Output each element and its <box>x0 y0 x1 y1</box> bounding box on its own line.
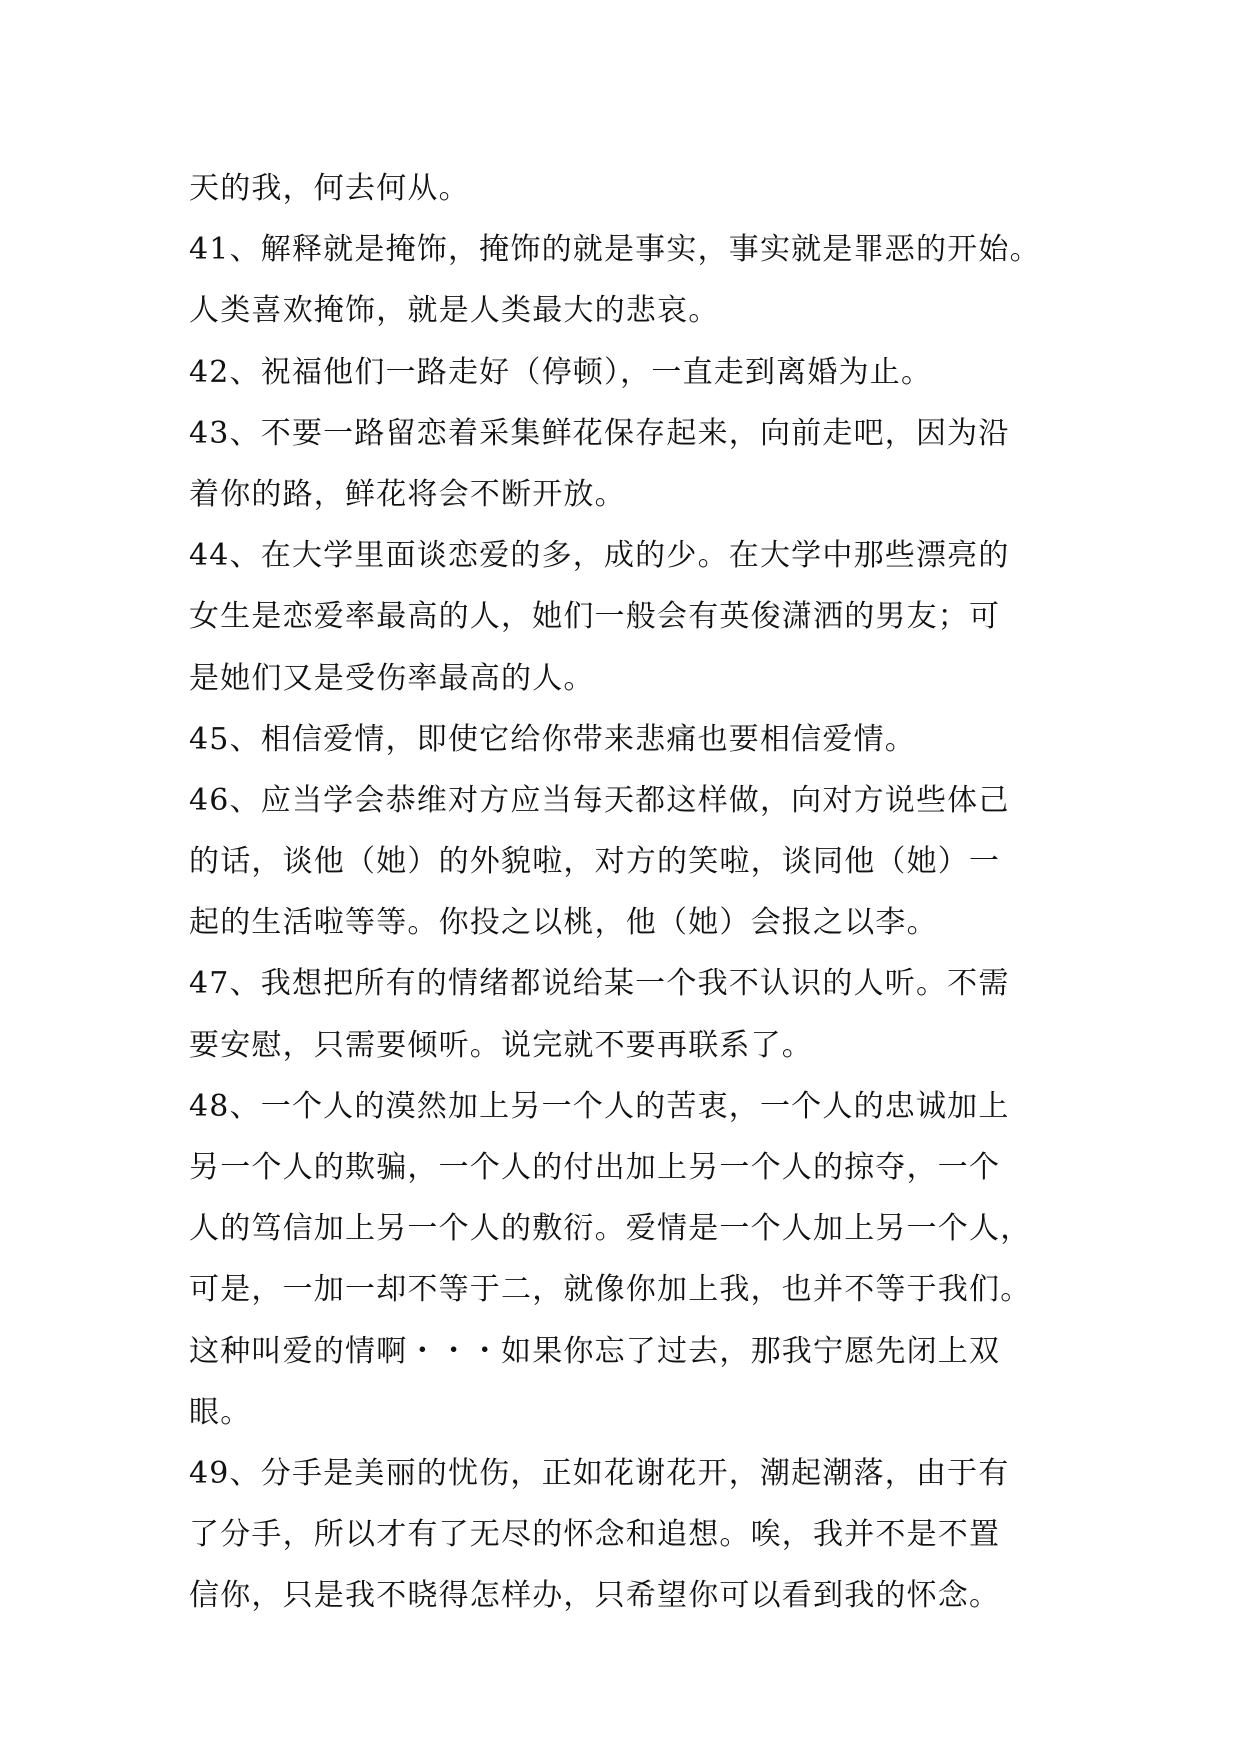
text-line: 要安慰，只需要倾听。说完就不要再联系了。 <box>189 1027 813 1063</box>
text-line: 天的我，何去何从。 <box>189 171 470 206</box>
text-line: 43、不要一路留恋着采集鲜花保存起来，向前走吧，因为沿 <box>189 415 1010 451</box>
text-line: 了分手，所以才有了无尽的怀念和追想。唉，我并不是不置 <box>189 1517 1001 1553</box>
text-line: 信你，只是我不晓得怎样办，只希望你可以看到我的怀念。 <box>189 1578 1001 1614</box>
text-line: 47、我想把所有的情绪都说给某一个我不认识的人听。不需 <box>189 966 1010 1002</box>
text-line: 另一个人的欺骗，一个人的付出加上另一个人的掠夺，一个 <box>189 1150 1001 1185</box>
text-line: 41、解释就是掩饰，掩饰的就是事实，事实就是罪恶的开始。 <box>189 232 1041 268</box>
text-line: 人的笃信加上另一个人的敷衍。爱情是一个人加上另一个人， <box>189 1211 1032 1247</box>
text-line: 48、一个人的漠然加上另一个人的苦衷，一个人的忠诚加上 <box>189 1088 1010 1124</box>
document-body <box>189 158 1069 1627</box>
text-line: 的话，谈他（她）的外貌啦，对方的笑啦，谈同他（她）一 <box>189 844 1001 880</box>
text-line: 可是，一加一却不等于二，就像你加上我，也并不等于我们。 <box>189 1272 1032 1308</box>
text-line: 是她们又是受伤率最高的人。 <box>189 660 595 696</box>
text-line: 42、祝福他们一路走好（停顿），一直走到离婚为止。 <box>189 354 933 390</box>
text-line: 着你的路，鲜花将会不断开放。 <box>189 476 626 512</box>
text-line: 这种叫爱的情啊・・・如果你忘了过去，那我宁愿先闭上双 <box>189 1333 1001 1369</box>
text-line: 女生是恋爱率最高的人，她们一般会有英俊潇洒的男友；可 <box>189 599 1001 635</box>
text-line: 44、在大学里面谈恋爱的多，成的少。在大学中那些漂亮的 <box>189 538 1010 574</box>
text-line: 45、相信爱情，即使它给你带来悲痛也要相信爱情。 <box>189 721 916 757</box>
text-line: 49、分手是美丽的忧伤，正如花谢花开，潮起潮落，由于有 <box>189 1455 1010 1491</box>
text-line: 人类喜欢掩饰，就是人类最大的悲哀。 <box>189 293 720 329</box>
text-line: 眼。 <box>189 1394 252 1430</box>
text-line: 起的生活啦等等。你投之以桃，他（她）会报之以李。 <box>189 905 938 941</box>
text-line: 46、应当学会恭维对方应当每天都这样做，向对方说些体己 <box>189 782 1010 818</box>
